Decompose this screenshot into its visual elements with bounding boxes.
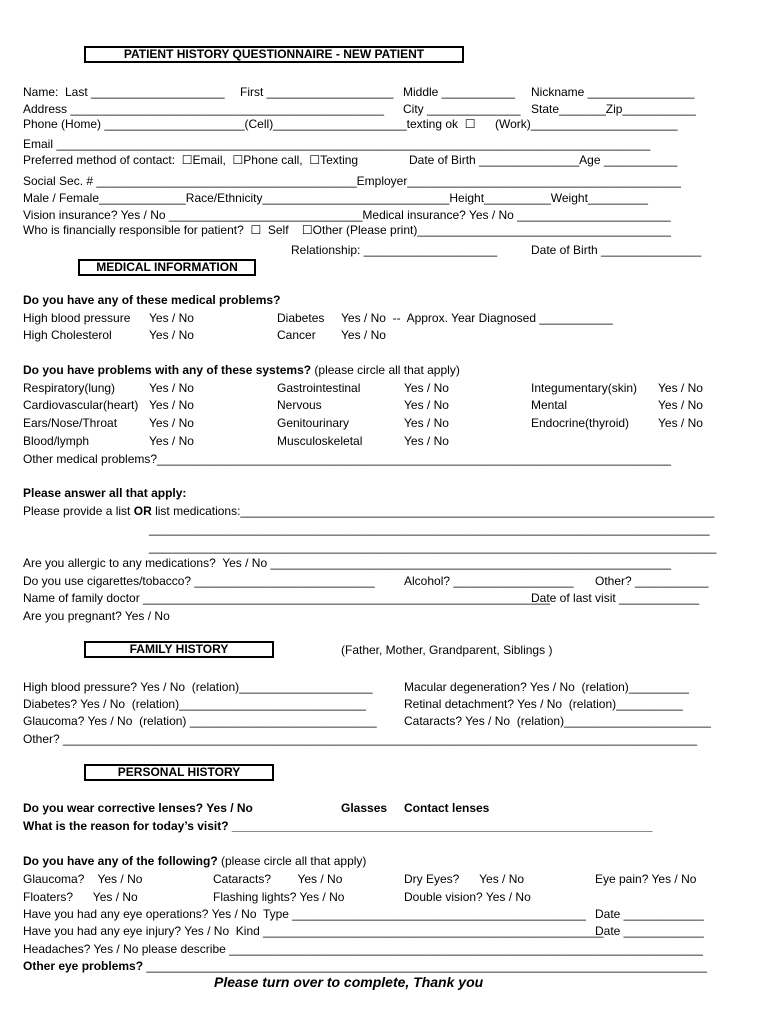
system-b-2-yn[interactable]: Yes / No: [404, 416, 449, 430]
medical-section-header: MEDICAL INFORMATION: [78, 259, 256, 276]
name-middle-field[interactable]: Middle ___________: [403, 85, 516, 99]
system-c-2: Endocrine(thyroid): [531, 416, 630, 430]
name-last-field[interactable]: Name: Last ____________________: [23, 85, 225, 99]
system-b-1: Nervous: [277, 398, 322, 412]
name-first-field[interactable]: First ___________________: [240, 85, 394, 99]
family-diabetes-field[interactable]: Diabetes? Yes / No (relation)____________________________: [23, 697, 366, 711]
double-vision-yes-no[interactable]: Double vision? Yes / No: [404, 890, 531, 904]
allergy-field[interactable]: Are you allergic to any medications? Yes / No ____________________________________________________________: [23, 556, 671, 570]
answer-all-heading: Please answer all that apply:: [23, 486, 187, 500]
hbp-label: High blood pressure: [23, 311, 131, 325]
phone-field[interactable]: Phone (Home) _____________________(Cell)____________________texting ok ☐: [23, 117, 476, 131]
system-b-1-yn[interactable]: Yes / No: [404, 398, 449, 412]
visit-reason-field[interactable]: What is the reason for today’s visit? _______________________________________________________________: [23, 819, 653, 833]
dry-eyes-yes-no[interactable]: Dry Eyes? Yes / No: [404, 872, 525, 886]
eye-conditions-question: Do you have any of the following?: [23, 854, 218, 868]
diabetes-yes-no[interactable]: Yes / No -- Approx. Year Diagnosed ___________: [341, 311, 613, 325]
cholesterol-yes-no[interactable]: Yes / No: [149, 328, 194, 342]
relationship-field[interactable]: Relationship: ____________________: [291, 243, 498, 257]
system-c-1: Mental: [531, 398, 568, 412]
family-note: (Father, Mother, Grandparent, Siblings ): [341, 643, 553, 657]
financial-responsibility-field[interactable]: Who is financially responsible for patient? ☐ Self ☐Other (Please print)______________________________________: [23, 223, 671, 237]
dob-age-field[interactable]: Date of Birth _______________Age ___________: [409, 153, 678, 167]
other-medical-field[interactable]: Other medical problems?_____________________________________________________________________________: [23, 452, 671, 466]
contact-method-options[interactable]: Preferred method of contact: ☐Email, ☐Phone call, ☐Texting: [23, 153, 359, 167]
eye-operations-field[interactable]: Have you had any eye operations? Yes / No Type ____________________________________________: [23, 907, 586, 921]
medical-problems-heading: Do you have any of these medical problems?: [23, 293, 281, 307]
family-cataracts-field[interactable]: Cataracts? Yes / No (relation)______________________: [404, 714, 711, 728]
email-field[interactable]: Email _________________________________________________________________________________________: [23, 137, 651, 151]
system-b-2: Genitourinary: [277, 416, 350, 430]
state-zip-field[interactable]: State_______Zip___________: [531, 102, 696, 116]
system-b-0: Gastrointestinal: [277, 381, 361, 395]
family-hbp-field[interactable]: High blood pressure? Yes / No (relation)____________________: [23, 680, 373, 694]
cataracts-yes-no[interactable]: Cataracts? Yes / No: [213, 872, 343, 886]
pregnant-field[interactable]: Are you pregnant? Yes / No: [23, 609, 170, 623]
address-field[interactable]: Address _______________________________________________: [23, 102, 385, 116]
operation-date-field[interactable]: Date ____________: [595, 907, 704, 921]
injury-date-field[interactable]: Date ____________: [595, 924, 704, 938]
other-eye-problems-line: ____________________________________________________________________________________: [146, 959, 707, 973]
systems-heading: [23, 363, 460, 377]
city-field[interactable]: City ______________: [403, 102, 521, 116]
systems-note: (please circle all that apply): [311, 363, 460, 377]
system-b-0-yn[interactable]: Yes / No: [404, 381, 449, 395]
floaters-yes-no[interactable]: Floaters? Yes / No: [23, 890, 138, 904]
other-eye-problems-label: Other eye problems?: [23, 959, 147, 973]
medications-label: Please provide a list: [23, 504, 134, 518]
system-c-0: Integumentary(skin): [531, 381, 638, 395]
family-retinal-field[interactable]: Retinal detachment? Yes / No (relation)__________: [404, 697, 683, 711]
lenses-question[interactable]: Do you wear corrective lenses? Yes / No: [23, 801, 253, 815]
medications-field[interactable]: [23, 504, 714, 518]
medications-line-3[interactable]: _____________________________________________________________________________________: [149, 540, 717, 554]
eye-conditions-heading: [23, 854, 366, 868]
eye-conditions-note: (please circle all that apply): [217, 854, 367, 868]
system-a-2-yn[interactable]: Yes / No: [149, 416, 194, 430]
system-a-3: Blood/lymph: [23, 434, 90, 448]
system-b-3: Musculoskeletal: [277, 434, 363, 448]
footer-note: Please turn over to complete, Thank you: [214, 974, 484, 990]
insurance-field[interactable]: Vision insurance? Yes / No _____________________________Medical insurance? Yes / No _______________________: [23, 208, 671, 222]
cancer-label: Cancer: [277, 328, 316, 342]
other-substance-field[interactable]: Other? ___________: [595, 574, 709, 588]
system-a-3-yn[interactable]: Yes / No: [149, 434, 194, 448]
system-c-1-yn[interactable]: Yes / No: [658, 398, 703, 412]
eye-injury-field[interactable]: Have you had any eye injury? Yes / No Kind ___________________________________________________: [23, 924, 604, 938]
eye-pain-yes-no[interactable]: Eye pain? Yes / No: [595, 872, 697, 886]
family-section-header: FAMILY HISTORY: [84, 641, 274, 658]
glasses-option[interactable]: Glasses: [341, 801, 388, 815]
system-c-2-yn[interactable]: Yes / No: [658, 416, 703, 430]
other-eye-problems-field[interactable]: [23, 959, 707, 973]
family-macular-field[interactable]: Macular degeneration? Yes / No (relation)_________: [404, 680, 689, 694]
system-a-2: Ears/Nose/Throat: [23, 416, 118, 430]
alcohol-field[interactable]: Alcohol? __________________: [404, 574, 574, 588]
system-c-0-yn[interactable]: Yes / No: [658, 381, 703, 395]
medications-or: OR: [133, 504, 152, 518]
contacts-option[interactable]: Contact lenses: [404, 801, 490, 815]
relationship-dob-field[interactable]: Date of Birth _______________: [531, 243, 702, 257]
family-other-field[interactable]: Other? _______________________________________________________________________________________________: [23, 732, 698, 746]
nickname-field[interactable]: Nickname ________________: [531, 85, 695, 99]
last-visit-field[interactable]: Date of last visit ____________: [531, 591, 700, 605]
ssn-employer-field[interactable]: Social Sec. # _______________________________________Employer_________________________________________: [23, 174, 681, 188]
family-doctor-field[interactable]: Name of family doctor _____________________________________________________________: [23, 591, 551, 605]
diabetes-label: Diabetes: [277, 311, 325, 325]
medications-line-2[interactable]: ____________________________________________________________________________________: [149, 522, 710, 536]
headaches-field[interactable]: Headaches? Yes / No please describe _______________________________________________________________________: [23, 942, 703, 956]
system-a-1: Cardiovascular(heart): [23, 398, 139, 412]
family-glaucoma-field[interactable]: Glaucoma? Yes / No (relation) ____________________________: [23, 714, 377, 728]
system-a-1-yn[interactable]: Yes / No: [149, 398, 194, 412]
hbp-yes-no[interactable]: Yes / No: [149, 311, 194, 325]
cholesterol-label: High Cholesterol: [23, 328, 112, 342]
phone-work-field[interactable]: (Work)______________________: [495, 117, 678, 131]
page-title: PATIENT HISTORY QUESTIONNAIRE - NEW PATIENT: [84, 46, 464, 63]
personal-section-header: PERSONAL HISTORY: [84, 764, 274, 781]
system-a-0: Respiratory(lung): [23, 381, 116, 395]
system-b-3-yn[interactable]: Yes / No: [404, 434, 449, 448]
medications-line: list medications:_______________________________________________________________________: [151, 504, 715, 518]
tobacco-field[interactable]: Do you use cigarettes/tobacco? ___________________________: [23, 574, 375, 588]
glaucoma-yes-no[interactable]: Glaucoma? Yes / No: [23, 872, 143, 886]
flashing-yes-no[interactable]: Flashing lights? Yes / No: [213, 890, 345, 904]
sex-race-field[interactable]: Male / Female_____________Race/Ethnicity____________________________Height__________Weight_________: [23, 191, 648, 205]
system-a-0-yn[interactable]: Yes / No: [149, 381, 194, 395]
cancer-yes-no[interactable]: Yes / No: [341, 328, 386, 342]
systems-question: Do you have problems with any of these systems?: [23, 363, 312, 377]
